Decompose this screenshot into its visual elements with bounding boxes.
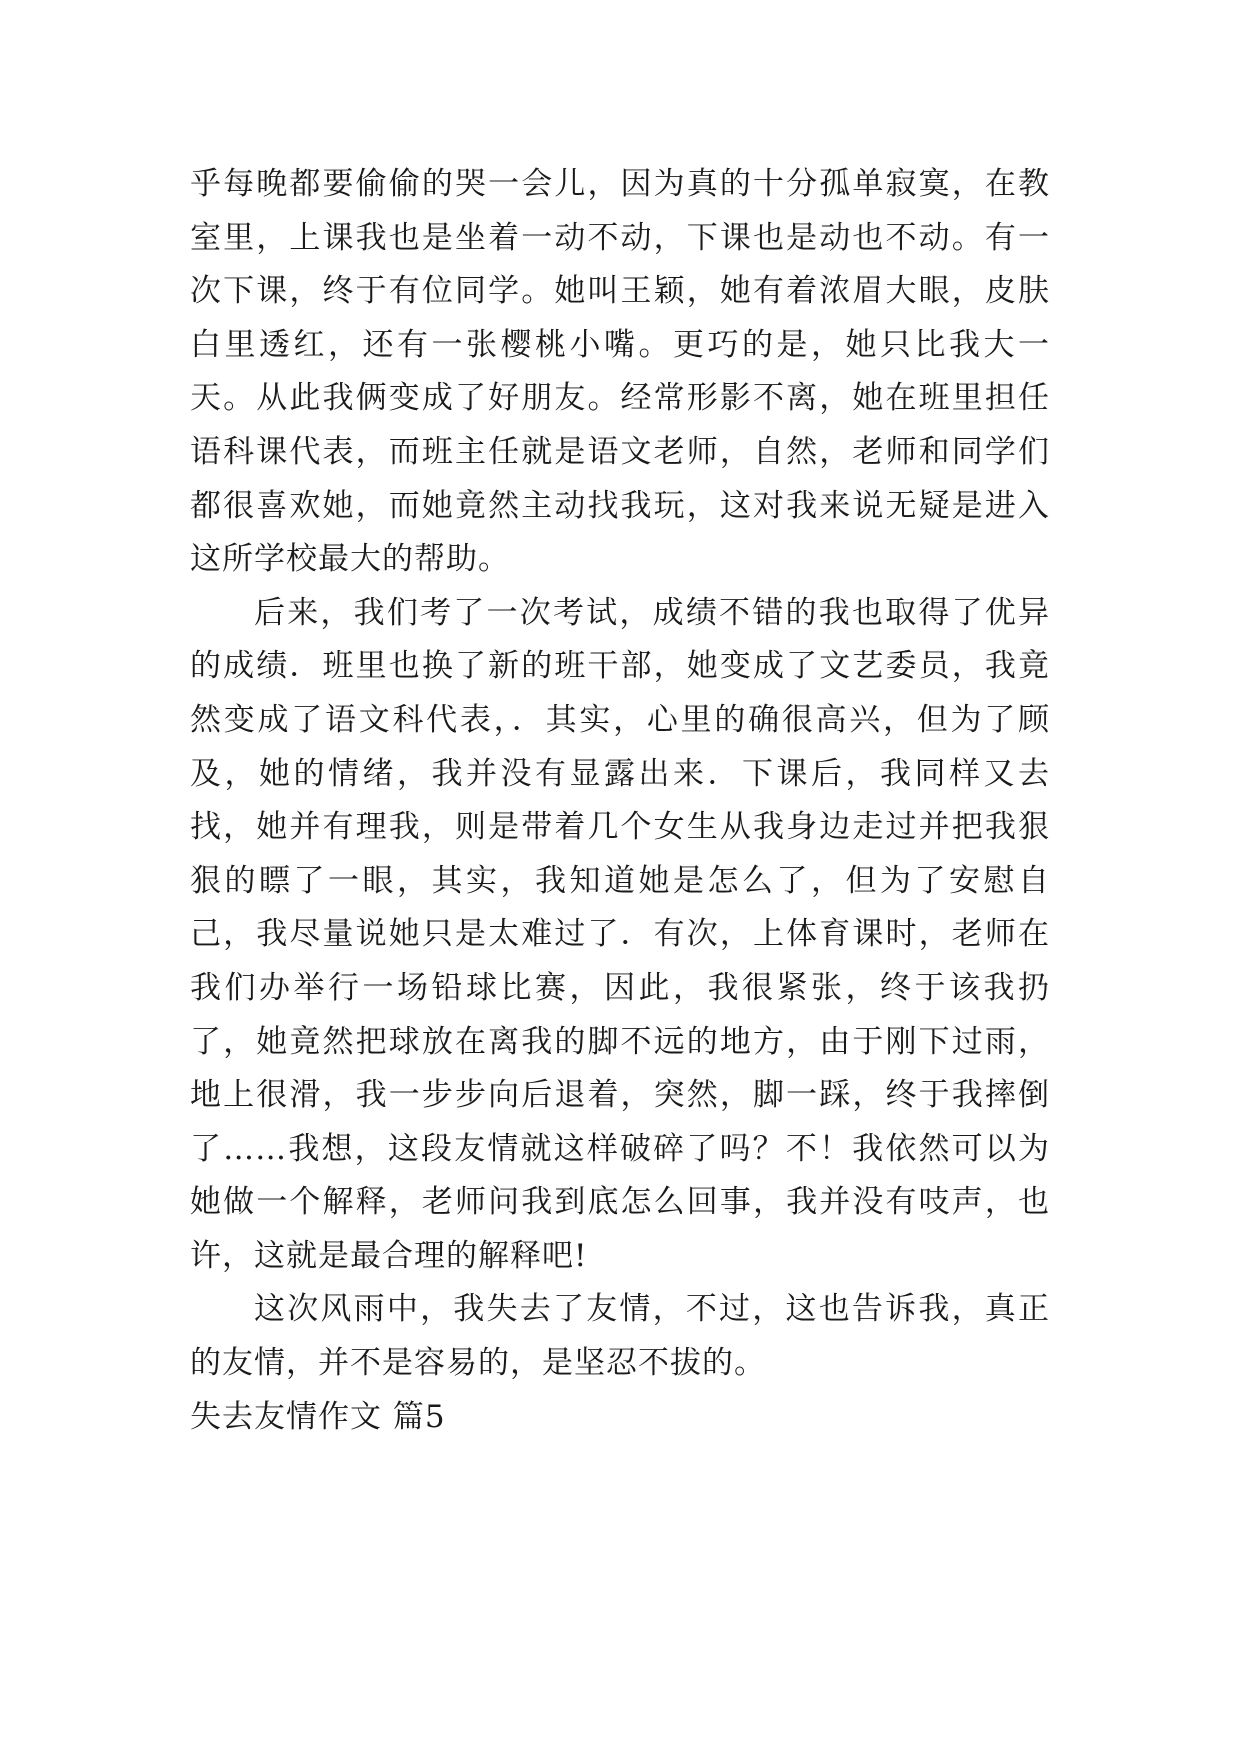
section-heading: 失去友情作文 篇5 <box>190 1398 446 1435</box>
document-body <box>190 158 1050 1444</box>
paragraph-continued: 乎每晚都要偷偷的哭一会儿，因为真的十分孤单寂寞，在教室里，上课我也是坐着一动不动，下课也是动也不动。有一次下课，终于有位同学。她叫王颖，她有着浓眉大眼，皮肤白里透红，还有一张樱桃小嘴。更巧的是，她只比我大一天。从此我俩变成了好朋友。经常形影不离，她在班里担任语科课代表，而班主任就是语文老师，自然，老师和同学们都很喜欢她，而她竟然主动找我玩，这对我来说无疑是进入这所学校最大的帮助。 <box>190 166 1050 578</box>
paragraph-conclusion: 这次风雨中，我失去了友情，不过，这也告诉我，真正的友情，并不是容易的，是坚忍不拔的。 <box>190 1291 1050 1382</box>
paragraph-exam-story: 后来，我们考了一次考试，成绩不错的我也取得了优异的成绩．班里也换了新的班干部，她变成了文艺委员，我竟然变成了语文科代表，．其实，心里的确很高兴，但为了顾及，她的情绪，我并没有显露出来．下课后，我同样又去找，她并有理我，则是带着几个女生从我身边走过并把我狠狠的瞟了一眼，其实，我知道她是怎么了，但为了安慰自己，我尽量说她只是太难过了．有次，上体育课时，老师在我们办举行一场铅球比赛，因此，我很紧张，终于该我扔了，她竟然把球放在离我的脚不远的地方，由于刚下过雨，地上很滑，我一步步向后退着，突然，脚一踩，终于我摔倒了……我想，这段友情就这样破碎了吗？不！我依然可以为她做一个解释，老师问我到底怎么回事，我并没有吱声，也许，这就是最合理的解释吧! <box>190 594 1050 1274</box>
